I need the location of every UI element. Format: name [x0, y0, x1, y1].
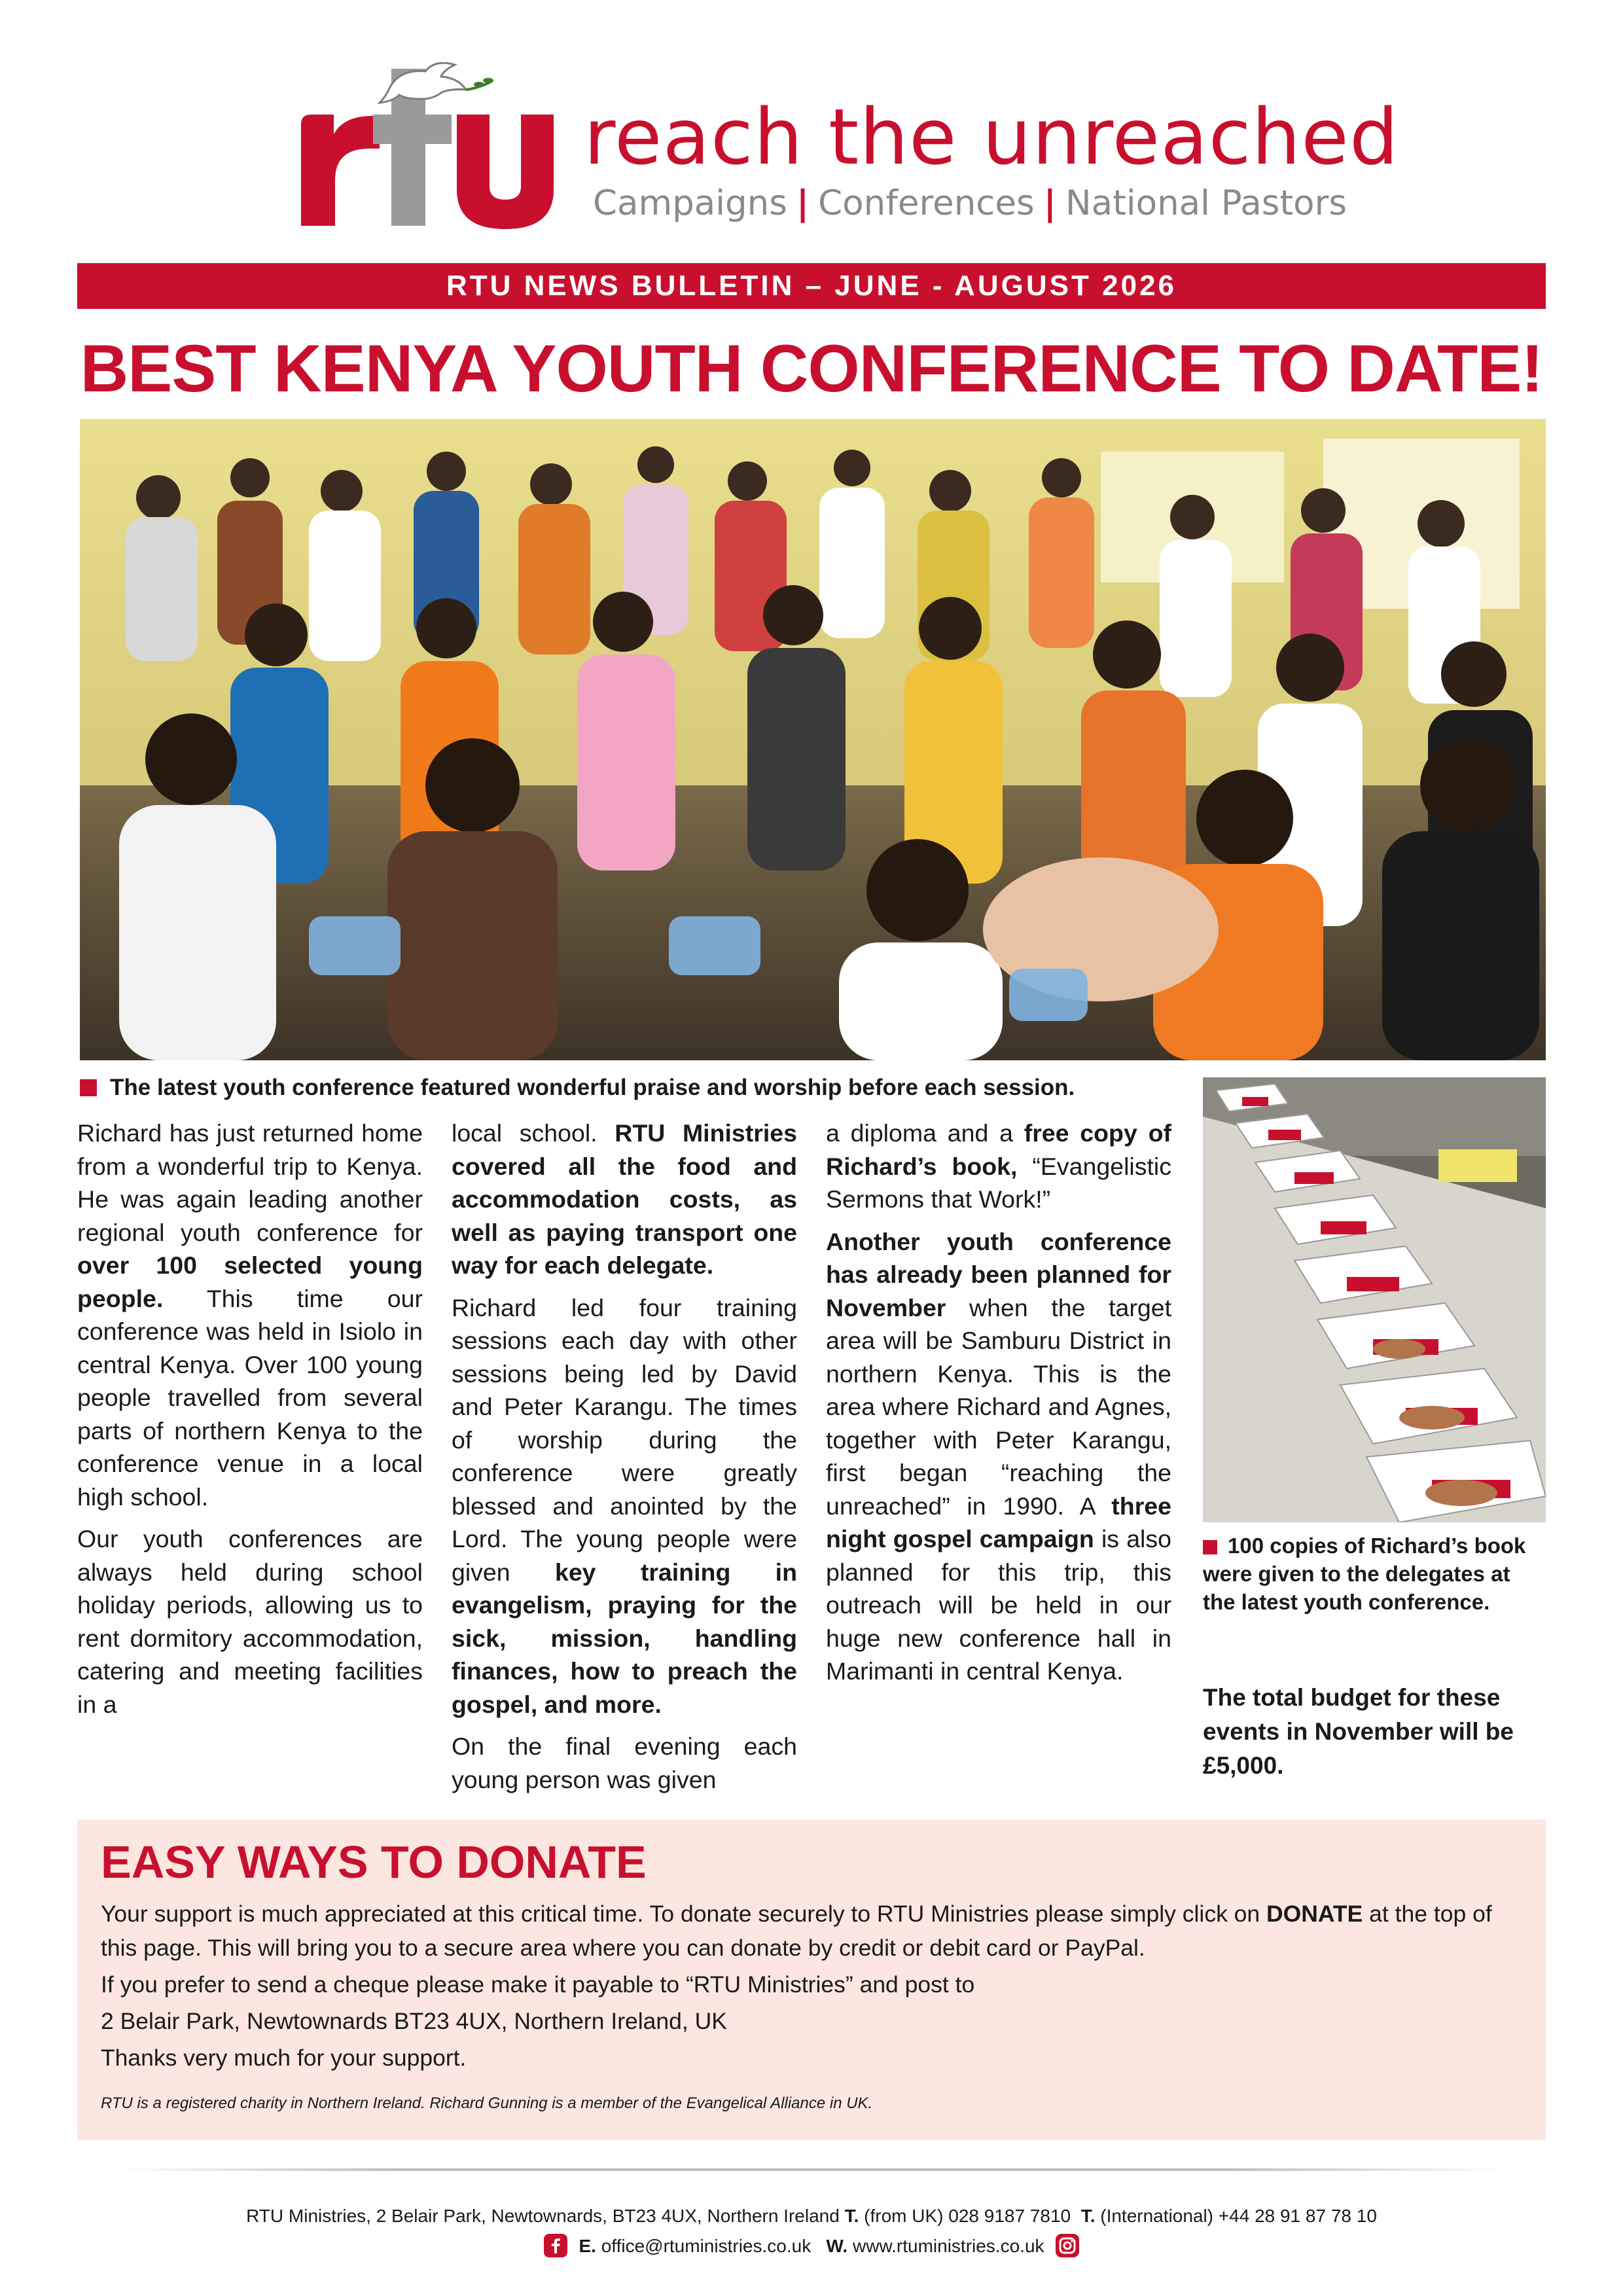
article-text: is also planned for this trip, this outreach will be held in our huge new conference hall in Marimanti in central Kenya. [826, 1525, 1171, 1685]
rtu-logo-graphic [294, 62, 569, 232]
article-text: “Evangelistic Sermons that Work!” [826, 1152, 1171, 1213]
article-text: local school. [452, 1119, 615, 1147]
footer-web-label: W. [826, 2236, 848, 2256]
instagram-icon[interactable] [1056, 2234, 1079, 2257]
brand-sub-conferences: Conferences [818, 183, 1035, 223]
donate-box [77, 1820, 1546, 2140]
rtu-logo [294, 62, 569, 232]
article-paragraph [826, 1117, 1171, 1216]
footer-phone-label: T. [1080, 2206, 1096, 2226]
postal-address: 2 Belair Park, Newtownards BT23 4UX, Northern Ireland, UK [101, 2008, 727, 2034]
article-paragraph [452, 1291, 797, 1721]
donate-text: Your support is much appreciated at this critical time. To donate securely to RTU Ministries please simply click on [101, 1901, 1267, 1927]
brand-separator: | [1043, 183, 1057, 223]
article-text: a diploma and a [826, 1119, 1024, 1147]
article-paragraph [77, 1117, 423, 1513]
youth-conference-photo [80, 419, 1546, 1060]
donate-text: at the top of this page. This will bring you to a secure area where you can donate by credit or debit card or PayPal. [101, 1901, 1492, 1961]
footer-phone-label: T. [844, 2206, 859, 2226]
article-paragraph [452, 1117, 797, 1282]
article-paragraph: Our youth conferences are always held during school holiday periods, allowing us to rent dormitory accommodation, catering and meeting facilities in a [77, 1525, 423, 1718]
article-highlight: three night gospel campaign [826, 1492, 1171, 1552]
facebook-icon[interactable] [544, 2234, 567, 2257]
article-column-3 [826, 1117, 1171, 1697]
brand-subtitle [593, 183, 1347, 223]
footer-web-line [0, 2232, 1623, 2261]
article-column-1 [77, 1117, 423, 1730]
article-highlight: RTU Ministries covered all the food and accommodation costs, as well as paying transport one way for each delegate. [452, 1119, 797, 1279]
donate-paragraph [101, 1897, 1508, 1965]
main-caption-text: The latest youth conference featured wonderful praise and worship before each session. [110, 1075, 1075, 1100]
main-photo [80, 419, 1546, 1060]
footer-divider [118, 2168, 1505, 2171]
article-paragraph [826, 1225, 1171, 1688]
donate-keyword: DONATE [1266, 1901, 1363, 1927]
budget-note: The total budget for these events in November will be £5,000. [1203, 1684, 1514, 1779]
article-text: when the target area will be Samburu District in northern Kenya. This is the area where Richard and Agnes, together with Peter Karangu, first began “reaching the unreached” in 1990. A [826, 1293, 1171, 1520]
brand-title: reach the unreached [584, 92, 1399, 182]
article-highlight: key training in evangelism, praying for the sick, mission, handling finances, how to preach the gospel, and more. [452, 1558, 797, 1718]
brand-sub-campaigns: Campaigns [593, 183, 787, 223]
main-photo-caption [80, 1073, 1192, 1102]
article-highlight: Another youth conference has already been planned for November [826, 1227, 1171, 1321]
donate-title: EASY WAYS TO DONATE [101, 1837, 647, 1888]
side-photo [1203, 1077, 1546, 1522]
article-text: Richard led four training sessions each day with other sessions being led by David and Peter Karangu. The times of worship during the conference were greatly blessed and anointed by the Lord. The young people were given [452, 1293, 797, 1586]
donate-thanks: Thanks very much for your support. [101, 2045, 467, 2071]
footer-phone-intl: (International) +44 28 91 87 78 10 [1100, 2206, 1377, 2226]
books-on-table-photo [1203, 1077, 1546, 1522]
footer-contact-line [0, 2203, 1623, 2229]
footer-email-label: E. [579, 2236, 596, 2256]
footer-address: RTU Ministries, 2 Belair Park, Newtownards, BT23 4UX, Northern Ireland [246, 2206, 840, 2226]
side-caption-text: 100 copies of Richard’s book were given to the delegates at the latest youth conference. [1203, 1534, 1526, 1614]
footer-website[interactable]: www.rtuministries.co.uk [853, 2236, 1044, 2256]
article-highlight: free copy of Richard’s book, [826, 1119, 1171, 1180]
charity-note: RTU is a registered charity in Northern Ireland. Richard Gunning is a member of the Evangelical Alliance in UK. [101, 2094, 873, 2112]
brand-sub-pastors: National Pastors [1065, 183, 1347, 223]
side-photo-caption [1203, 1532, 1546, 1616]
bulletin-bar: RTU NEWS BULLETIN – JUNE - AUGUST 2026 [77, 263, 1546, 309]
footer-phone-uk: (from UK) 028 9187 7810 [864, 2206, 1071, 2226]
donate-paragraph: If you prefer to send a cheque please make it payable to “RTU Ministries” and post to [101, 1971, 975, 1998]
red-square-bullet [80, 1079, 97, 1096]
donate-body [101, 1897, 1508, 2077]
red-square-bullet [1203, 1540, 1217, 1554]
headline: BEST KENYA YOUTH CONFERENCE TO DATE! [80, 331, 1543, 406]
brand-separator: | [796, 183, 810, 223]
footer-email[interactable]: office@rtuministries.co.uk [601, 2236, 812, 2256]
article-highlight: over 100 selected young people. [77, 1251, 423, 1312]
article-text: This time our conference was held in Isiolo in central Kenya. Over 100 young people travelled from several parts of northern Kenya to the conference venue in a local high school. [77, 1284, 423, 1511]
article-paragraph: On the final evening each young person was given [452, 1732, 797, 1793]
article-column-2 [452, 1117, 797, 1805]
article-text: Richard has just returned home from a wonderful trip to Kenya. He was again leading another regional youth conference for [77, 1119, 423, 1246]
